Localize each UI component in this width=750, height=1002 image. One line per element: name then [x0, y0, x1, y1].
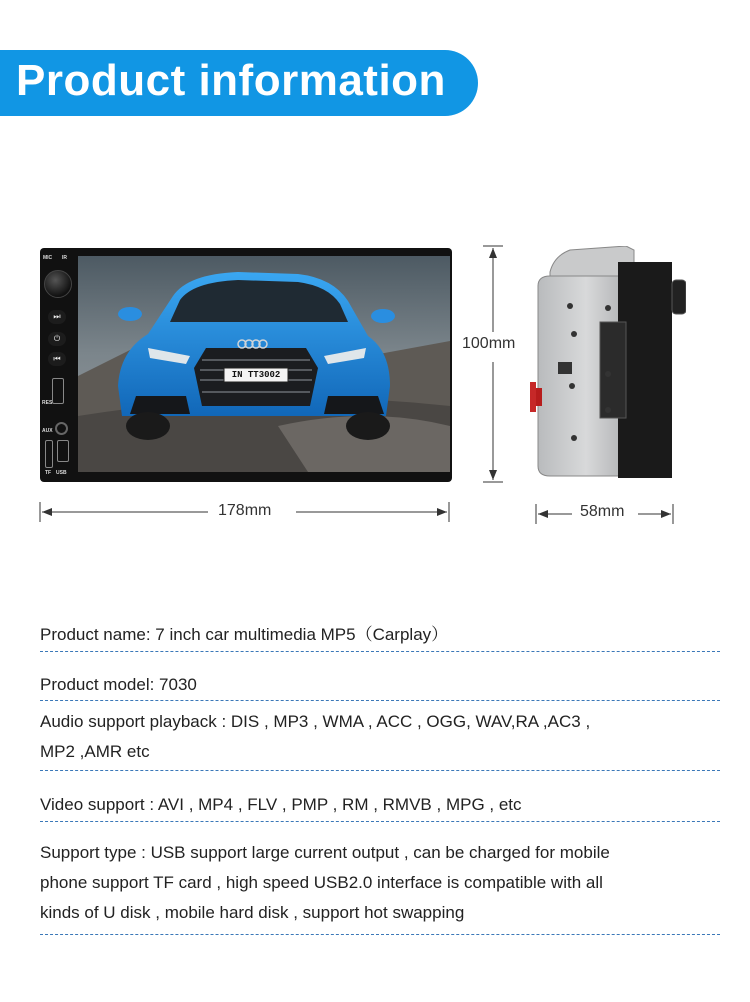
- head-unit-front-image: [40, 248, 452, 482]
- usb-label: USB: [56, 470, 67, 476]
- spec-audio-line-2: MP2 ,AMR etc: [40, 742, 150, 761]
- spec-support-line-3: kinds of U disk , mobile hard disk , support hot swapping: [40, 903, 465, 922]
- divider: [40, 770, 720, 771]
- spec-audio-support: [40, 707, 720, 767]
- tf-slot-icon: [45, 440, 53, 468]
- height-dimension-line: [478, 244, 508, 484]
- volume-knob-icon: [44, 270, 72, 298]
- divider: [40, 934, 720, 935]
- screen-car-image: [78, 256, 450, 472]
- spec-product-model: Product model: 7030: [40, 675, 197, 694]
- spec-video-support: Video support : AVI , MP4 , FLV , PMP , RM , RMVB , MPG , etc: [40, 795, 522, 814]
- aux-label: AUX: [42, 428, 53, 434]
- power-icon: ⏻: [48, 332, 66, 346]
- tf-label: TF: [45, 470, 52, 476]
- depth-dimension-label: 58mm: [580, 503, 625, 520]
- license-plate: IN TT3002: [231, 370, 281, 380]
- height-dimension-label: 100mm: [462, 335, 516, 352]
- spec-support-type: [40, 838, 720, 928]
- section-title: Product information: [16, 56, 446, 105]
- spec-support-line-2: phone support TF card , high speed USB2.0 interface is compatible with all: [40, 873, 603, 892]
- head-unit-side-image: [530, 246, 686, 482]
- divider: [40, 821, 720, 822]
- usb-port-2-icon: [57, 440, 69, 462]
- mic-label: MIC: [43, 255, 53, 261]
- next-track-icon: ⏭: [48, 310, 66, 324]
- spec-support-line-1: Support type : USB support large current output , can be charged for mobile: [40, 843, 610, 862]
- control-panel: [40, 248, 76, 482]
- divider: [40, 700, 720, 701]
- aux-jack-icon: [55, 422, 68, 435]
- usb-port-icon: [52, 378, 64, 404]
- section-banner: [0, 50, 478, 116]
- spec-product-name: Product name: 7 inch car multimedia MP5（Carplay）: [40, 625, 449, 644]
- width-dimension-label: 178mm: [218, 502, 272, 519]
- divider: [40, 651, 720, 652]
- spec-audio-line-1: Audio support playback : DIS , MP3 , WMA , ACC , OGG, WAV,RA ,AC3 ,: [40, 712, 591, 731]
- previous-track-icon: ⏮: [48, 352, 66, 366]
- res-label: RES: [42, 400, 53, 406]
- ir-label: IR: [62, 255, 67, 261]
